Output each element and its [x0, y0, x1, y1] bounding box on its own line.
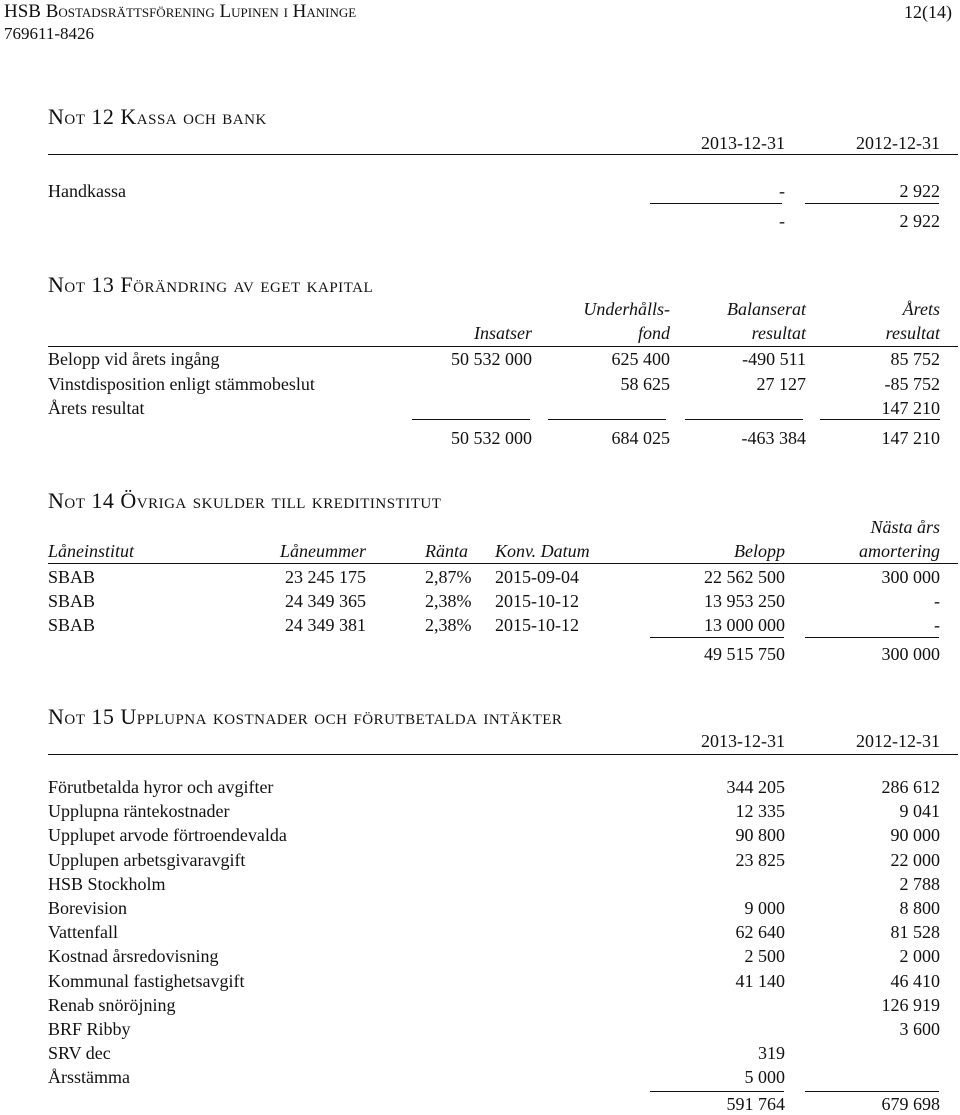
table-row-label: Upplupna räntekostnader	[48, 801, 230, 821]
table-row-v2: 90 000	[890, 825, 940, 845]
table-row-label: Vattenfall	[48, 922, 118, 942]
col-header-laneinstitut: Låneinstitut	[48, 541, 135, 561]
table-row-label: Vinstdisposition enligt stämmobeslut	[48, 374, 315, 394]
table-row-label: Belopp vid årets ingång	[48, 349, 220, 369]
table-row-amortering: -	[934, 591, 940, 611]
cell-balanserat: -490 511	[742, 349, 806, 369]
table-row-belopp: 13 000 000	[704, 615, 785, 635]
table-row-datum: 2015-09-04	[495, 567, 579, 587]
table-row-v1: 9 000	[744, 898, 785, 918]
col-header-nasta-1: Nästa års	[870, 517, 940, 537]
note-12-row-v1: -	[779, 181, 785, 201]
table-row-ranta: 2,38%	[425, 591, 472, 611]
sum-rule	[685, 419, 803, 420]
total-v2: 679 698	[881, 1094, 940, 1114]
note-12-total-v2: 2 922	[899, 211, 940, 231]
col-header-balanserat-1: Balanserat	[727, 299, 806, 319]
org-name: HSB Bostadsrättsförening Lupinen i Haninge	[4, 1, 357, 22]
cell-arets: -85 752	[884, 374, 940, 394]
col-header-insatser: Insatser	[474, 323, 532, 343]
col-header-belopp: Belopp	[734, 541, 785, 561]
table-row-v1: 41 140	[735, 971, 785, 991]
divider	[48, 154, 958, 155]
sum-rule	[548, 419, 666, 420]
sum-rule	[805, 203, 939, 204]
table-row-institut: SBAB	[48, 615, 96, 635]
total-amortering: 300 000	[881, 644, 940, 664]
cell-arets: 147 210	[881, 398, 940, 418]
table-row-v1: 12 335	[735, 801, 785, 821]
table-row-v2: 126 919	[881, 995, 940, 1015]
table-row-datum: 2015-10-12	[495, 615, 579, 635]
table-row-amortering: 300 000	[881, 567, 940, 587]
table-row-institut: SBAB	[48, 567, 96, 587]
table-row-belopp: 22 562 500	[704, 567, 785, 587]
table-row-v1: 319	[758, 1043, 785, 1063]
note-15-col-2013: 2013-12-31	[701, 731, 785, 751]
total-v1: 591 764	[726, 1094, 785, 1114]
table-row-institut: SBAB	[48, 591, 96, 611]
table-row-belopp: 13 953 250	[704, 591, 785, 611]
table-row-v2: 22 000	[890, 850, 940, 870]
table-row-amortering: -	[934, 615, 940, 635]
sum-rule	[650, 637, 784, 638]
note-15-col-2012: 2012-12-31	[856, 731, 940, 751]
table-row-label: Renab snöröjning	[48, 995, 176, 1015]
table-row-v2: 286 612	[881, 777, 940, 797]
table-row-label: Årsstämma	[48, 1067, 130, 1087]
cell-fond: 58 625	[620, 374, 670, 394]
cell-fond: 625 400	[611, 349, 670, 369]
note-14-title: Not 14 Övriga skulder till kreditinstitut	[48, 488, 442, 513]
table-row-label: Kommunal fastighetsavgift	[48, 971, 245, 991]
table-row-v1: 23 825	[735, 850, 785, 870]
table-row-v2: 2 788	[899, 874, 940, 894]
table-row-label: Borevision	[48, 898, 127, 918]
cell-insatser: 50 532 000	[451, 349, 532, 369]
note-12-col-2012: 2012-12-31	[856, 133, 940, 153]
table-row-label: Upplupet arvode förtroendevalda	[48, 825, 287, 845]
col-header-arets-2: resultat	[885, 323, 940, 343]
divider	[48, 563, 958, 564]
note-13-title: Not 13 Förändring av eget kapital	[48, 272, 374, 297]
table-row-v2: 2 000	[899, 946, 940, 966]
table-row-v1: 5 000	[744, 1067, 785, 1087]
total-insatser: 50 532 000	[451, 428, 532, 448]
total-balanserat: -463 384	[741, 428, 806, 448]
table-row-label: Kostnad årsredovisning	[48, 946, 219, 966]
org-number: 769611-8426	[4, 24, 95, 43]
note-12-total-v1: -	[779, 211, 785, 231]
table-row-v2: 9 041	[899, 801, 940, 821]
table-row-label: Upplupen arbetsgivaravgift	[48, 850, 246, 870]
sum-rule	[805, 1091, 939, 1092]
table-row-label: SRV dec	[48, 1043, 111, 1063]
table-row-v1: 62 640	[735, 922, 785, 942]
table-row-v2: 81 528	[890, 922, 940, 942]
col-header-lanenummer: Låneummer	[280, 541, 366, 561]
table-row-label: BRF Ribby	[48, 1019, 131, 1039]
table-row-v1: 2 500	[744, 946, 785, 966]
page-number: 12(14)	[904, 2, 952, 22]
table-row-v1: 90 800	[735, 825, 785, 845]
sum-rule	[650, 203, 782, 204]
total-arets: 147 210	[881, 428, 940, 448]
table-row-v2: 8 800	[899, 898, 940, 918]
sum-rule	[805, 637, 939, 638]
total-fond: 684 025	[611, 428, 670, 448]
divider	[48, 754, 958, 755]
table-row-v2: 46 410	[890, 971, 940, 991]
col-header-underhall-1: Underhålls-	[583, 299, 670, 319]
col-header-nasta-2: amortering	[859, 541, 940, 561]
table-row-nummer: 23 245 175	[285, 567, 366, 587]
table-row-label: HSB Stockholm	[48, 874, 166, 894]
note-15-title: Not 15 Upplupna kostnader och förutbetalda intäkter	[48, 704, 563, 729]
note-12-row-v2: 2 922	[899, 181, 940, 201]
table-row-nummer: 24 349 381	[285, 615, 366, 635]
col-header-ranta: Ränta	[425, 541, 468, 561]
col-header-balanserat-2: resultat	[751, 323, 806, 343]
table-row-ranta: 2,38%	[425, 615, 472, 635]
divider	[48, 346, 958, 347]
sum-rule	[650, 1091, 784, 1092]
table-row-nummer: 24 349 365	[285, 591, 366, 611]
cell-balanserat: 27 127	[756, 374, 806, 394]
note-12-col-2013: 2013-12-31	[701, 133, 785, 153]
table-row-v2: 3 600	[899, 1019, 940, 1039]
total-belopp: 49 515 750	[704, 644, 785, 664]
col-header-underhall-2: fond	[637, 323, 670, 343]
table-row-datum: 2015-10-12	[495, 591, 579, 611]
table-row-label: Förutbetalda hyror och avgifter	[48, 777, 274, 797]
col-header-arets-1: Årets	[902, 299, 940, 319]
cell-arets: 85 752	[890, 349, 940, 369]
table-row-v1: 344 205	[726, 777, 785, 797]
note-12-row-label: Handkassa	[48, 181, 126, 201]
table-row-ranta: 2,87%	[425, 567, 472, 587]
sum-rule	[412, 419, 530, 420]
note-12-title: Not 12 Kassa och bank	[48, 104, 267, 129]
sum-rule	[820, 419, 940, 420]
table-row-label: Årets resultat	[48, 398, 145, 418]
col-header-konv-datum: Konv. Datum	[495, 541, 590, 561]
